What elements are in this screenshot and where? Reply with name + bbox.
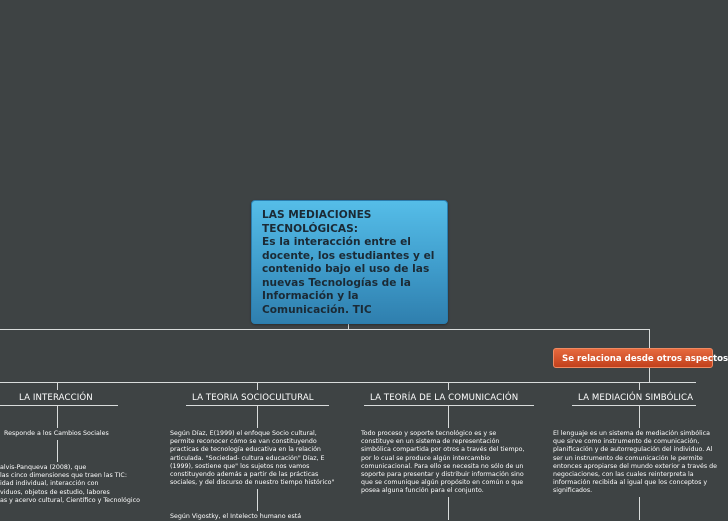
topic-1-line bbox=[57, 382, 58, 390]
topic-2-down-line-2 bbox=[257, 489, 258, 511]
note-sociocultural-diaz[interactable]: Según Díaz, E(1999) el enfoque Socio cultural, permite reconocer cómo se van constituyendo practicas de tecnología educativa en la relación articulada. "Sociedad- cultura educación" Díaz, E (1999), sostiene que" los sujetos nos vamos constituyendo además a partir de las prácticas sociales, y del discurso de nuestro tiempo histórico" bbox=[170, 430, 335, 487]
topic-3-underline bbox=[364, 405, 534, 406]
central-topic-body: Es la interacción entre el docente, los estudiantes y el contenido bajo el uso de las nuevas Tecnologías de la Información y la Comunicación. TIC bbox=[262, 236, 435, 316]
topic-interaccion[interactable]: LA INTERACCIÓN bbox=[19, 393, 93, 403]
right-branch-line bbox=[649, 329, 650, 348]
note-mediacion-lenguaje[interactable]: El lenguaje es un sistema de mediación simbólica que sirve como instrumento de comunicación, planificación y de autorregulación del individuo. Al ser un instrumento de comunicación le permite entonces apropiarse del mundo exterior a través de negociaciones, con las cuales reinterpreta la información recibida al igual que los conceptos y significados. bbox=[553, 430, 718, 495]
topic-teoria-sociocultural[interactable]: LA TEORIA SOCIOCULTURAL bbox=[192, 393, 314, 403]
topic-3-down-line-2 bbox=[448, 497, 449, 520]
topic-1-down-line bbox=[57, 406, 58, 428]
note-interaccion-cambios-sociales[interactable]: Responde a los Cambios Sociales bbox=[4, 430, 109, 437]
note-interaccion-dimensiones[interactable]: alvis-Panqueva (2008), que las cinco dimensiones que traen las TIC: idad individual, interacción con viduos, objetos de estudio, labores as y acervo cultural, Científico y Tecnológico bbox=[0, 464, 140, 504]
topic-4-underline bbox=[572, 405, 696, 406]
badge-branch-line bbox=[649, 368, 650, 382]
central-topic[interactable] bbox=[251, 200, 448, 324]
topic-1-down-line-2 bbox=[57, 440, 58, 462]
central-topic-title: LAS MEDIACIONES TECNOLÓGICAS: bbox=[262, 209, 372, 235]
main-horizontal-line bbox=[0, 329, 650, 330]
topic-mediacion-simbolica[interactable]: LA MEDIACIÓN SIMBÓLICA bbox=[578, 393, 694, 403]
note-comunicacion-proceso[interactable]: Todo proceso y soporte tecnológico es y se constituye en un sistema de representación simbólica compartida por otros a través del tiempo, por lo cual se produce algún intercambio comunicacional. Para ello se necesita no sólo de un soporte para presentar y distribuir información sino que se comunique algún propósito en común o que posea alguna función para el conjunto. bbox=[361, 430, 525, 495]
topic-3-line bbox=[448, 382, 449, 390]
topic-1-underline bbox=[0, 405, 118, 406]
topic-4-line bbox=[639, 382, 640, 390]
topic-3-down-line bbox=[448, 406, 449, 428]
topic-2-down-line bbox=[257, 406, 258, 428]
topic-2-line bbox=[257, 382, 258, 390]
topic-teoria-comunicacion[interactable]: LA TEORÍA DE LA COMUNICACIÓN bbox=[370, 393, 519, 403]
note-sociocultural-vigostky[interactable]: Según Vigostky, el Intelecto humano está bbox=[170, 513, 302, 520]
relation-badge[interactable]: Se relaciona desde otros aspectos bbox=[553, 348, 713, 368]
topics-horizontal-line bbox=[0, 382, 696, 383]
topic-4-down-line bbox=[639, 406, 640, 428]
topic-4-down-line-2 bbox=[639, 497, 640, 520]
